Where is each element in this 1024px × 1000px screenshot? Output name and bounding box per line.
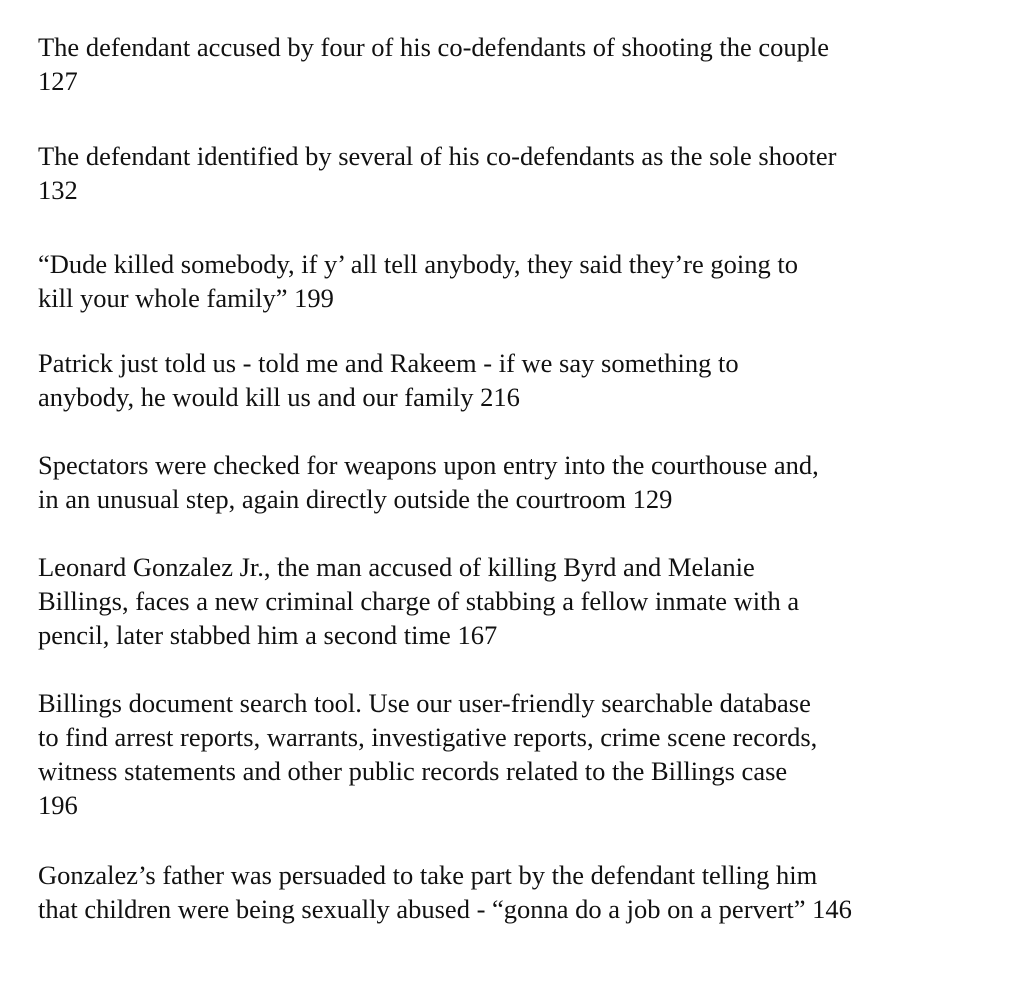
entry-6 [38,550,1008,652]
entry-line: “Dude killed somebody, if y’ all tell anybody, they said they’re going to [38,249,798,279]
entry-line: to find arrest reports, warrants, investigative reports, crime scene records, [38,722,818,752]
entry-line: 132 [38,175,78,205]
entry-line: Leonard Gonzalez Jr., the man accused of killing Byrd and Melanie [38,552,755,582]
entry-line: in an unusual step, again directly outside the courtroom 129 [38,484,673,514]
entry-line: Spectators were checked for weapons upon entry into the courthouse and, [38,450,819,480]
entry-line: The defendant accused by four of his co-defendants of shooting the couple [38,32,830,62]
entry-line: The defendant identified by several of his co-defendants as the sole shooter [38,141,837,171]
entry-line: witness statements and other public records related to the Billings case [38,756,788,786]
entry-line: anybody, he would kill us and our family 216 [38,382,520,412]
entry-1 [38,30,1008,98]
entry-line: Billings document search tool. Use our user-friendly searchable database [38,688,811,718]
entry-2 [38,139,1008,207]
entry-7 [38,686,1008,822]
entry-3 [38,247,1008,315]
entry-line: Patrick just told us - told me and Rakeem - if we say something to [38,348,739,378]
entry-line: Gonzalez’s father was persuaded to take part by the defendant telling him [38,860,818,890]
entry-line: Billings, faces a new criminal charge of stabbing a fellow inmate with a [38,586,800,616]
entry-line: pencil, later stabbed him a second time 167 [38,620,498,650]
entry-8 [38,858,1008,926]
entry-line: that children were being sexually abused - “gonna do a job on a pervert” 146 [38,894,852,924]
entry-4 [38,346,1008,414]
entry-line: 196 [38,790,78,820]
entry-line: 127 [38,66,78,96]
entry-line: kill your whole family” 199 [38,283,334,313]
entry-5 [38,448,1008,516]
